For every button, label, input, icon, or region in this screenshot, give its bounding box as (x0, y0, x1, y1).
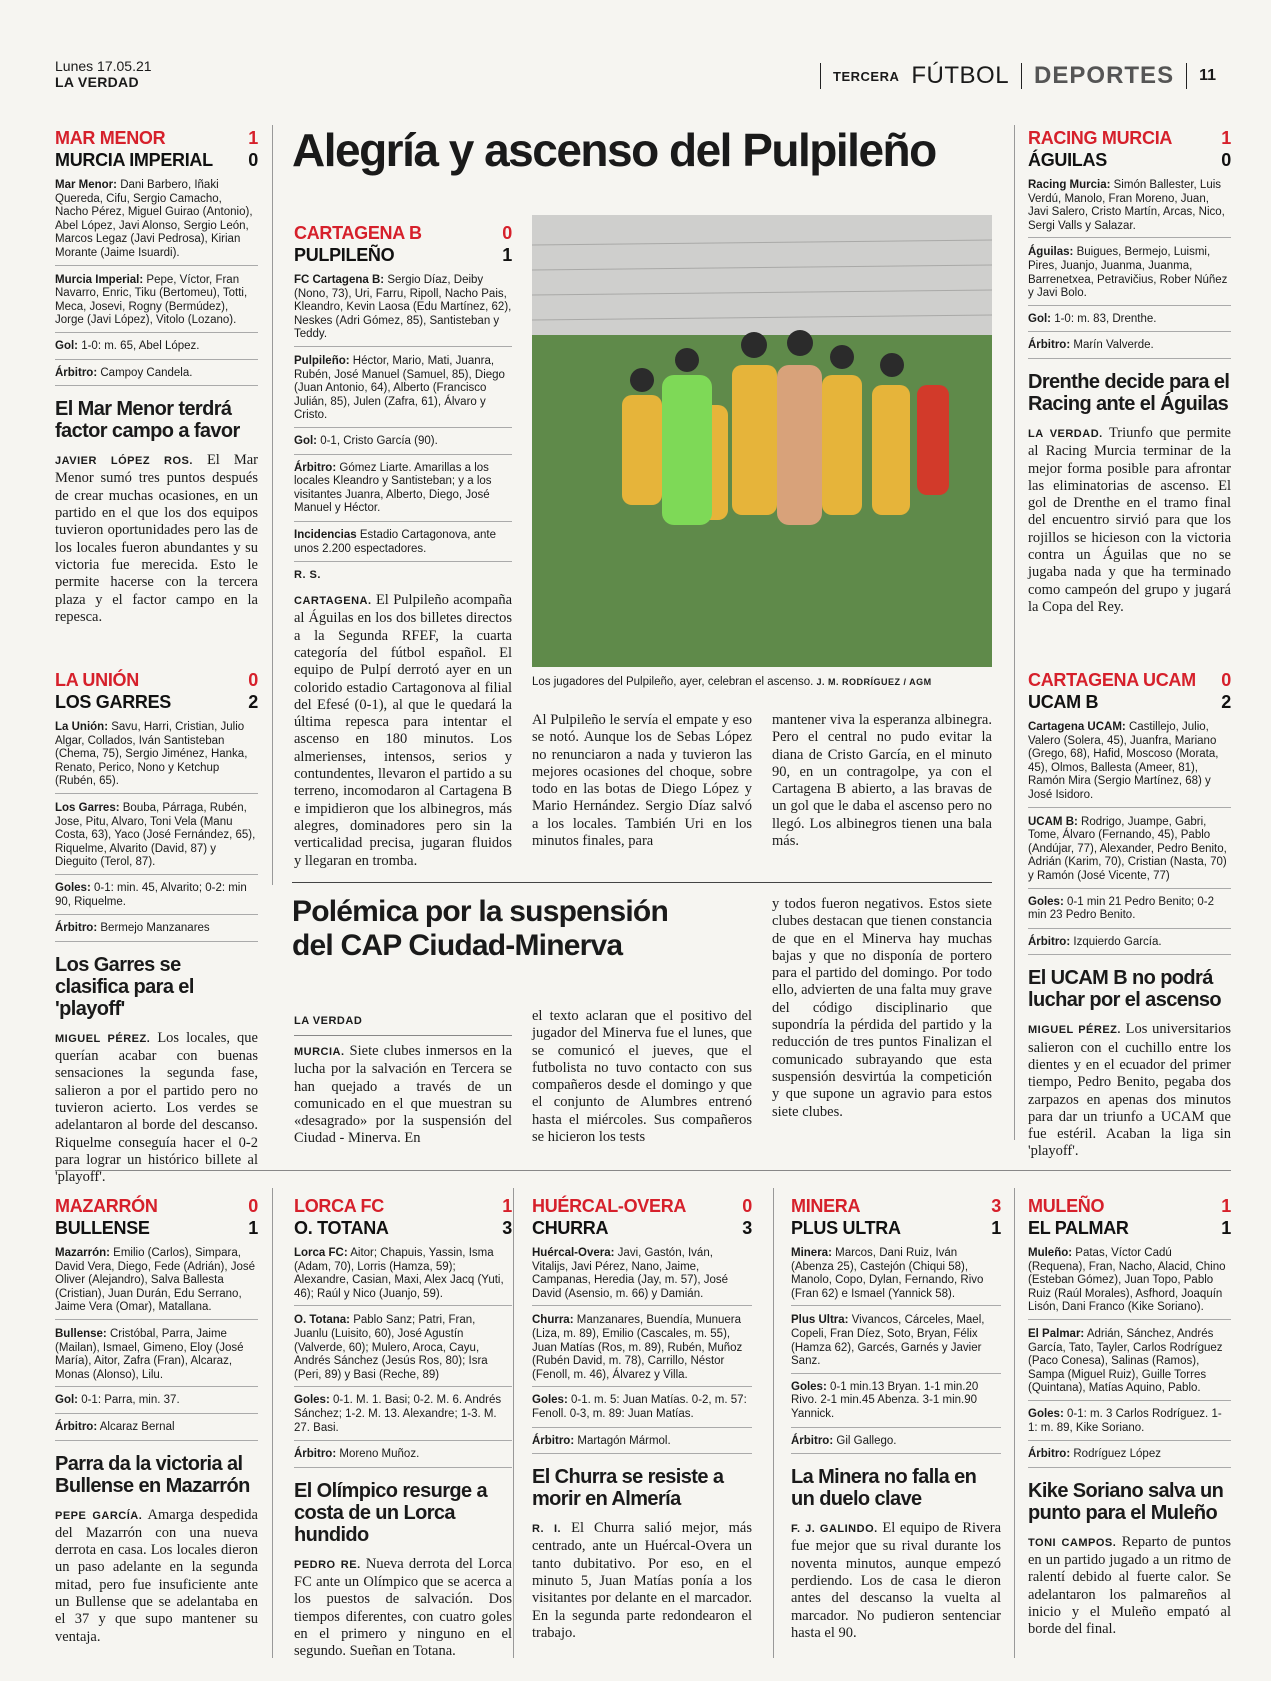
match-card-cartagena-b (294, 222, 512, 870)
section-header (820, 62, 1216, 90)
home-lineup: Muleño: Patas, Víctor Cadú (Requena), Fran, Nacho, Alacid, Chino (Esteban Gómez), Juan Topo, Pablo Ruiz (Raúl Morales), Asfhord, Joaquín Lisón, Dani Franco (Kike Soriano). (1028, 1247, 1231, 1320)
goals: Gol: 1-0: m. 65, Abel López. (55, 337, 258, 360)
match-card-minera (791, 1195, 1001, 1642)
away-team: PLUS ULTRA (791, 1218, 901, 1238)
article-body-col3: mantener viva la esperanza albinegra. Pero el central no pudo evitar la diana de Cristo García, en el minuto 90, en un contragolpe, ya con el Cartagena B abierto, a las bravas de un gol que le daba el ascenso pero no llegó. Los albinegros tienen una bala más. (772, 712, 992, 850)
home-lineup: Minera: Marcos, Dani Ruiz, Iván (Abenza 25), Castejón (Chiqui 58), Manolo, Copo, Dylan, Fernando, Rivo (Fran 62) e Ismael (Yannick 58). (791, 1247, 1001, 1306)
away-team: O. TOTANA (294, 1218, 389, 1238)
article-top-rule (292, 882, 992, 883)
away-lineup: Bullense: Cristóbal, Parra, Jaime (Mailan), Ismael, Gimeno, Eloy (José María), Aitor, Zafra (Fran), Alcaraz, Monas (Alonso), Lilu. (55, 1328, 258, 1387)
home-team: RACING MURCIA (1028, 128, 1173, 148)
goals: Gol: 0-1, Cristo García (90). (294, 432, 512, 455)
away-team: UCAM B (1028, 692, 1099, 712)
goals: Goles: 0-1 min 21 Pedro Benito; 0-2 min 23 Pedro Benito. (1028, 893, 1231, 929)
home-team: MAZARRÓN (55, 1196, 158, 1216)
match-card-racing-murcia (1028, 127, 1231, 616)
home-score: 1 (1221, 1196, 1231, 1216)
away-team: LOS GARRES (55, 692, 172, 712)
away-lineup: El Palmar: Adrián, Sánchez, Andrés García, Tato, Tayler, Carlos Rodríguez (Paco Conesa), Salinas (Ramos), Sampa (Miguel Ruiz), Guille Torres (Quintana), Matías Aquino, Pablo. (1028, 1328, 1231, 1401)
goals: Goles: 0-1: m. 3 Carlos Rodríguez. 1-1: m. 89, Kike Soriano. (1028, 1405, 1231, 1441)
away-lineup: Los Garres: Bouba, Párraga, Rubén, Jose, Pitu, Alvaro, Toni Vela (Manu Costa, 63), Yaco (José Fernández, 65), Riquelme, Alvarito (David, 87) y Dieguito (Terol, 87). (55, 802, 258, 875)
section-tercera: TERCERA (833, 68, 900, 84)
away-score: 3 (502, 1218, 512, 1238)
goals: Goles: 0-1 min.13 Bryan. 1-1 min.20 Rivo. 2-1 min.45 Abenza. 3-1 min.90 Yannick. (791, 1378, 1001, 1428)
away-score: 1 (1221, 1218, 1231, 1238)
match-card-lorca (294, 1195, 512, 1661)
away-score: 2 (248, 692, 258, 712)
byline: R. S. (294, 569, 321, 582)
referee: Árbitro: Martagón Mármol. (532, 1432, 752, 1455)
article-body-col2: Al Pulpileño le servía el empate y eso se notó. Aunque los de Sebas López no renunciaron a nada y tuvieron las mejores ocasiones del choque, sobre todo en las botas de Diego López y Mario Hernández. Sergio Díaz salvó a los locales. También Uri en los minutos finales, para (532, 712, 752, 850)
home-team: HUÉRCAL-OVERA (532, 1196, 687, 1216)
home-score: 1 (502, 1196, 512, 1216)
away-lineup: O. Totana: Pablo Sanz; Patri, Fran, Juanlu (Luisito, 60), José Agustín (Valverde, 60); Mulero, Aroca, Cayu, Andrés Sánchez (Jesús Ros, 80); Isra (Peri, 89) y Basi (Reche, 89) (294, 1314, 512, 1387)
match-card-huercal-overa (532, 1195, 752, 1642)
home-score: 0 (248, 1196, 258, 1216)
away-score: 1 (991, 1218, 1001, 1238)
column-divider (1014, 125, 1015, 1140)
article-body: PEDRO RE. Nueva derrota del Lorca FC ante un Olímpico que se acerca a los puestos de salvación. Dos tiempos diferentes, con cuatro goles en el primero y ninguno en el segundo. Sueñan en Totana. (294, 1555, 512, 1660)
referee: Árbitro: Rodríguez López (1028, 1445, 1231, 1468)
home-lineup: Mar Menor: Dani Barbero, Iñaki Quereda, Cifu, Sergio Camacho, Nacho Pérez, Miguel Guirao (Antonio), Abel López, Javi Alonso, Sergio León, Marcos Legaz (Javi Pedrosa), Kirian Morante (Jaime Isuardi). (55, 179, 258, 266)
article-body: JAVIER LÓPEZ ROS. El Mar Menor sumó tres puntos después de crear muchas ocasiones, en un partido en el que los dos equipos tuvieron oportunidades pero las de los locales fueron abundantes y su victoria fue merecida. Esto le permite hacerse con la tercera plaza y el factor campo en la repesca. (55, 452, 259, 625)
away-score: 0 (248, 150, 258, 170)
referee: Árbitro: Bermejo Manzanares (55, 919, 258, 942)
goals: Gol: 1-0: m. 83, Drenthe. (1028, 310, 1231, 333)
home-score: 1 (1221, 128, 1231, 148)
home-lineup: Mazarrón: Emilio (Carlos), Simpara, David Vera, Diego, Fede (Adrián), José Oliver (Alejandro), Salva Ballesta (Cristian), Juan Durán, Edu Serrano, Jaime Vera (Omar), Matallana. (55, 1247, 258, 1320)
away-score: 0 (1221, 150, 1231, 170)
headline: Parra da la victoria al Bullense en Mazarrón (55, 1452, 250, 1497)
article-body-col1: CARTAGENA. El Pulpileño acompaña al Águilas en los dos billetes directos a la Segunda RFEF, la cuarta categoría del fútbol español. El equipo de Pulpí derrotó ayer en un colorido estadio Cartagonova al filial del Efesé (0-1), al que le quedará la última repesca para intentar el ascenso en 180 minutos. Los almerienses, intensos, serios y contundentes, llevaron el partido a su terreno, incomodaron al Cartagena B e impidieron que los albinegros, más alegres, dominadores pero sin la verticalidad precisa, jugaran fluidos y llegaran en tromba. (294, 592, 513, 869)
photo-credit: J. M. RODRÍGUEZ / AGM (816, 677, 932, 687)
home-team: CARTAGENA B (294, 223, 422, 243)
publication-name: LA VERDAD (55, 74, 139, 90)
headline: Kike Soriano salva un punto para el Muleño (1028, 1479, 1224, 1524)
article-body: LA VERDAD. Triunfo que permite al Racing Murcia terminar de la mejor forma posible para afrontar las eliminatorias de ascenso. El gol de Drenthe en el tramo final del encuentro sirvió para que los rojillos se hicieson con la victoria contra un Águilas que no se jugaba nada y que ha terminado como campeón del grupo y jugará la Copa del Rey. (1028, 424, 1231, 615)
home-lineup: Racing Murcia: Simón Ballester, Luis Verdú, Manolo, Fran Moreno, Juan, Javi Salero, Cristo Martín, Arcas, Nico, Sergi Valls y Salazar. (1028, 179, 1231, 238)
home-team: CARTAGENA UCAM (1028, 670, 1196, 690)
home-lineup: Cartagena UCAM: Castillejo, Julio, Valero (Solera, 45), Juanfra, Mariano (Grego, 68), Hafid, Moscoso (Morata, 45), Olmos, Ballesta (Ameer, 81), Ramón Mira (Sergio Martínez, 68) y José Isidoro. (1028, 721, 1231, 808)
home-team: MULEÑO (1028, 1196, 1105, 1216)
match-card-mazarron (55, 1195, 258, 1646)
page-number: 11 (1199, 67, 1216, 84)
headline: Los Garres se clasifica para el 'playoff' (55, 953, 194, 1020)
second-title: Polémica por la suspensión del CAP Ciudad-Minerva (292, 895, 668, 962)
column-divider (773, 1188, 774, 1658)
goals: Goles: 0-1: min. 45, Alvarito; 0-2: min 90, Riquelme. (55, 879, 258, 915)
column-divider (513, 1188, 514, 1658)
home-lineup: Huércal-Overa: Javi, Gastón, Iván, Vitalijs, Javi Pérez, Nano, Jaime, Campanas, Heredia (Jay, m. 57), José David (Asensio, m. 66) y Damián. (532, 1247, 752, 1306)
away-score: 1 (248, 1218, 258, 1238)
home-lineup: Lorca FC: Aitor; Chapuis, Yassin, Isma (Adam, 70), Lorris (Hamza, 59); Alexandre, Casian, Maxi, Alex Jacq (Yuti, 46); Raúl y Nico (Juanjo, 59). (294, 1247, 512, 1306)
away-lineup: Plus Ultra: Vivancos, Cárceles, Mael, Copeli, Fran Díez, Soto, Bryan, Félix (Hamza 62), Garcés, Garnés y Javier Sanz. (791, 1314, 1001, 1373)
away-score: 2 (1221, 692, 1231, 712)
article-body: TONI CAMPOS. Reparto de puntos en un partido jugado a un ritmo de ralentí debido al fuerte calor. Se adelantaron los palmareños al inicio y el Muleño empató al borde del final. (1028, 1533, 1231, 1638)
home-score: 0 (1221, 670, 1231, 690)
byline-rule (294, 1035, 512, 1036)
referee: Árbitro: Campoy Candela. (55, 364, 258, 387)
second-body-col2: el texto aclaran que el positivo del jugador del Minerva fue el lunes, que se comunicó el jueves, que el futbolista no tuvo contacto con sus compañeros desde el domingo y que el conjunto de Alumbres entrenó hasta el miércoles. Sus compañeros se hicieron los tests (532, 1008, 752, 1146)
section-futbol: FÚTBOL (911, 62, 1010, 89)
match-card-cartagena-ucam (1028, 669, 1231, 1161)
section-deportes: DEPORTES (1034, 62, 1175, 89)
away-team: BULLENSE (55, 1218, 150, 1238)
referee: Árbitro: Marín Valverde. (1028, 336, 1231, 359)
byline: LA VERDAD (294, 1015, 363, 1027)
second-body-col1: MURCIA. Siete clubes inmersos en la lucha por la salvación en Tercera se han quejado a través de un comunicado en el que muestran su «desagrado» por la suspensión del Ciudad - Minerva. En (294, 1043, 513, 1147)
headline: El UCAM B no podrá luchar por el ascenso (1028, 967, 1222, 1012)
match-card-mar-menor (55, 127, 258, 626)
home-score: 0 (742, 1196, 752, 1216)
home-lineup: FC Cartagena B: Sergio Díaz, Deiby (Nono, 73), Uri, Farru, Ripoll, Nacho Pais, Kleandro, Kevin Laosa (Edu Martínez, 62), Neskes (Adri Gómez, 85), Santisteban y Teddy. (294, 274, 512, 347)
match-photo (532, 215, 992, 667)
article-body: R. I. El Churra salió mejor, más centrado, ante un Huércal-Overa un tanto dubitativo. Por eso, en el minuto 5, Juan Matías ponía a los visitantes por delante en el marcador. En la segunda parte redondearon el trabajo. (532, 1520, 752, 1641)
second-body-col3: y todos fueron negativos. Estos siete clubes destacan que tienen constancia de que en el Minerva hay muchas bajas y que no disponía de portero para el partido del domingo. Por todo ello, advierten de una falta muy grave del código disciplinario que supondría la pérdida del partido y la reducción de tres puntos Finalizan el comunicado subrayando que esta suspensión desvirtúa la competición y que supone un agravio para estos siete clubes. (772, 896, 992, 1120)
home-team: MINERA (791, 1196, 861, 1216)
divider (820, 63, 821, 89)
away-team: PULPILEÑO (294, 245, 395, 265)
away-team: MURCIA IMPERIAL (55, 150, 213, 170)
headline: El Mar Menor terdrá factor campo a favor (55, 398, 240, 443)
article-body: MIGUEL PÉREZ. Los locales, que querían acabar con buenas sensaciones la segunda fase, salieron a por el partido pero no tuvieron acierto. Los verdes se adelantaron al borde del descanso. Riquelme conseguía hacer el 0-2 para lograr un histórico billete al 'playoff'. (55, 1029, 258, 1186)
home-score: 0 (248, 670, 258, 690)
away-team: CHURRA (532, 1218, 609, 1238)
home-team: LA UNIÓN (55, 670, 139, 690)
home-lineup: La Unión: Savu, Harri, Cristian, Julio Algar, Collados, Iván Santisteban (Chema, 75), Sergio Jiménez, Hanka, Renato, Perico, Nono y Ketchup (Rubén, 65). (55, 721, 258, 794)
away-lineup: Pulpileño: Héctor, Mario, Mati, Juanra, Rubén, José Manuel (Samuel, 85), Diego (Juan Antonio, 64), Alberto (Francisco Julián, 85), Julen (Zafra, 61), Álvaro y Cristo. (294, 355, 512, 428)
referee: Árbitro: Izquierdo García. (1028, 933, 1231, 956)
incidents: Incidencias Estadio Cartagonova, ante unos 2.200 espectadores. (294, 526, 512, 562)
goals: Goles: 0-1. m. 5: Juan Matías. 0-2, m. 57: Fenoll. 0-3, m. 89: Juan Matías. (532, 1391, 752, 1427)
headline: Drenthe decide para el Racing ante el Águilas (1028, 370, 1230, 415)
match-card-la-union (55, 669, 258, 1186)
headline: La Minera no falla en un duelo clave (791, 1466, 977, 1511)
away-lineup: Churra: Manzanares, Buendía, Munuera (Liza, m. 89), Emilio (Cascales, m. 55), Juan Matías (Ros, m. 89), Rubén, Muñoz (Rubén David, m. 78), Carrillo, Néstor (Fenoll, m. 46), Álvarez y Villa. (532, 1314, 752, 1387)
headline: El Churra se resiste a morir en Almería (532, 1466, 724, 1511)
article-body: MIGUEL PÉREZ. Los universitarios salieron con el cuchillo entre los dientes y en el ecuador del primer tiempo, Pedro Benito, pegaba dos zarpazos en apenas dos minutos para dar un triunfo a UCAM que fue estéril. Acaban la liga sin 'playoff'. (1028, 1021, 1231, 1160)
main-title: Alegría y ascenso del Pulpileño (292, 124, 936, 176)
away-team: EL PALMAR (1028, 1218, 1129, 1238)
article-body: PEPE GARCÍA. Amarga despedida del Mazarrón con una nueva derrota en casa. Los locales dieron un paso adelante en la segunda mitad, pero fue insuficiente ante un Bullense que se adelantaba en el 37 y que supo mantener su ventaja. (55, 1506, 258, 1645)
divider (1186, 63, 1187, 89)
referee: Árbitro: Gómez Liarte. Amarillas a los locales Kleandro y Santisteban; y a los visitantes Juanra, Alberto, Diego, José Manuel y Héctor. (294, 459, 512, 522)
away-lineup: Murcia Imperial: Pepe, Víctor, Fran Navarro, Enric, Tiku (Bertomeu), Totti, Meca, Josevi, Rogny (Bermúdez), Jorge (Javi López), Vitolo (Lozano). (55, 274, 258, 333)
home-score: 0 (502, 223, 512, 243)
edition-date: Lunes 17.05.21 (55, 58, 152, 74)
home-score: 1 (248, 128, 258, 148)
column-divider (1014, 1188, 1015, 1658)
referee: Árbitro: Alcaraz Bernal (55, 1418, 258, 1441)
home-team: LORCA FC (294, 1196, 384, 1216)
column-divider (272, 125, 273, 885)
photo-caption: Los jugadores del Pulpileño, ayer, celebran el ascenso. J. M. RODRÍGUEZ / AGM (532, 676, 932, 688)
away-team: ÁGUILAS (1028, 150, 1107, 170)
article-body: F. J. GALINDO. El equipo de Rivera fue mejor que su rival durante los noventa minutos, aunque empezó perdiendo. Los de casa le dieron antes del descanso la vuelta al marcador. No pudieron sentenciar hasta el 90. (791, 1520, 1001, 1641)
goals: Goles: 0-1. M. 1. Basi; 0-2. M. 6. Andrés Sánchez; 1-2. M. 13. Alexandre; 1-3. M. 27. Basi. (294, 1391, 512, 1441)
referee: Árbitro: Gil Gallego. (791, 1432, 1001, 1455)
celebration-photo-icon (532, 215, 992, 667)
headline: El Olímpico resurge a costa de un Lorca hundido (294, 1479, 488, 1546)
away-score: 1 (502, 245, 512, 265)
home-team: MAR MENOR (55, 128, 166, 148)
away-lineup: Águilas: Buigues, Bermejo, Luismi, Pires, Juanjo, Juanma, Juanma, Barrenetxea, Petravičius, Rober Núñez y Javi Bolo. (1028, 246, 1231, 305)
home-score: 3 (991, 1196, 1001, 1216)
column-divider (272, 1188, 273, 1658)
referee: Árbitro: Moreno Muñoz. (294, 1445, 512, 1468)
match-card-muleno (1028, 1195, 1231, 1639)
divider (1021, 63, 1022, 89)
away-lineup: UCAM B: Rodrigo, Juampe, Gabri, Tome, Álvaro (Fernando, 45), Pablo (Andújar, 77), Alexander, Pedro Benito, Adrián (Karim, 70), Cristian (Nasta, 70) y Ramón (José Vicente, 77) (1028, 816, 1231, 889)
away-score: 3 (742, 1218, 752, 1238)
goals: Gol: 0-1: Parra, min. 37. (55, 1391, 258, 1414)
